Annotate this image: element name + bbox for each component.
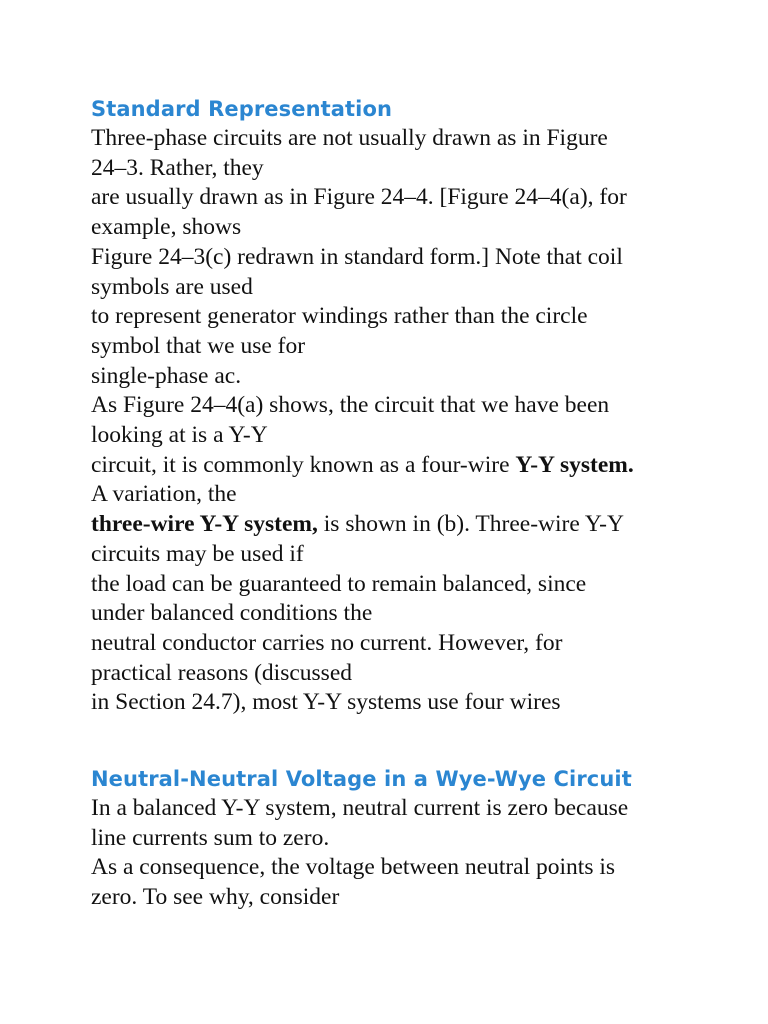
body-line: line currents sum to zero. bbox=[91, 824, 330, 851]
body-line: in Section 24.7), most Y-Y systems use four wires bbox=[91, 689, 561, 716]
body-line: A variation, the bbox=[91, 481, 237, 508]
section-standard-representation bbox=[91, 94, 751, 718]
bold-term: Y-Y system. bbox=[515, 451, 634, 478]
body-line: single-phase ac. bbox=[91, 362, 242, 389]
body-line: zero. To see why, consider bbox=[91, 884, 340, 911]
body-line: circuits may be used if bbox=[91, 540, 304, 567]
section-body bbox=[91, 794, 751, 913]
body-line: are usually drawn as in Figure 24–4. [Figure 24–4(a), for bbox=[91, 184, 627, 211]
section-neutral-neutral-voltage bbox=[91, 764, 751, 913]
body-line: As a consequence, the voltage between neutral points is bbox=[91, 854, 616, 881]
body-line: example, shows bbox=[91, 214, 242, 241]
body-line: looking at is a Y-Y bbox=[91, 422, 268, 449]
body-line: Three-phase circuits are not usually drawn as in Figure bbox=[91, 125, 608, 151]
body-line: symbol that we use for bbox=[91, 332, 306, 359]
body-line: neutral conductor carries no current. However, for bbox=[91, 629, 563, 656]
body-text-segment: is shown in (b). Three-wire Y-Y bbox=[317, 511, 624, 538]
body-line: the load can be guaranteed to remain balanced, since bbox=[91, 570, 587, 597]
document-page bbox=[91, 94, 751, 913]
body-line: to represent generator windings rather than the circle bbox=[91, 303, 588, 330]
body-line: 24–3. Rather, they bbox=[91, 154, 264, 181]
section-body bbox=[91, 124, 751, 718]
body-line: under balanced conditions the bbox=[91, 600, 373, 627]
section-heading: Neutral-Neutral Voltage in a Wye-Wye Circuit bbox=[91, 767, 632, 792]
body-text-segment: circuit, it is commonly known as a four-wire bbox=[91, 451, 516, 478]
body-line: symbols are used bbox=[91, 273, 253, 300]
body-line bbox=[91, 451, 751, 481]
section-heading: Standard Representation bbox=[91, 97, 393, 121]
section-spacer bbox=[91, 718, 751, 764]
body-line: In a balanced Y-Y system, neutral current is zero because bbox=[91, 795, 629, 822]
body-line: Figure 24–3(c) redrawn in standard form.] Note that coil bbox=[91, 243, 623, 270]
body-line: practical reasons (discussed bbox=[91, 659, 353, 686]
body-line: As Figure 24–4(a) shows, the circuit that we have been bbox=[91, 392, 610, 419]
body-line bbox=[91, 510, 751, 540]
bold-term: three-wire Y-Y system, bbox=[91, 511, 318, 538]
